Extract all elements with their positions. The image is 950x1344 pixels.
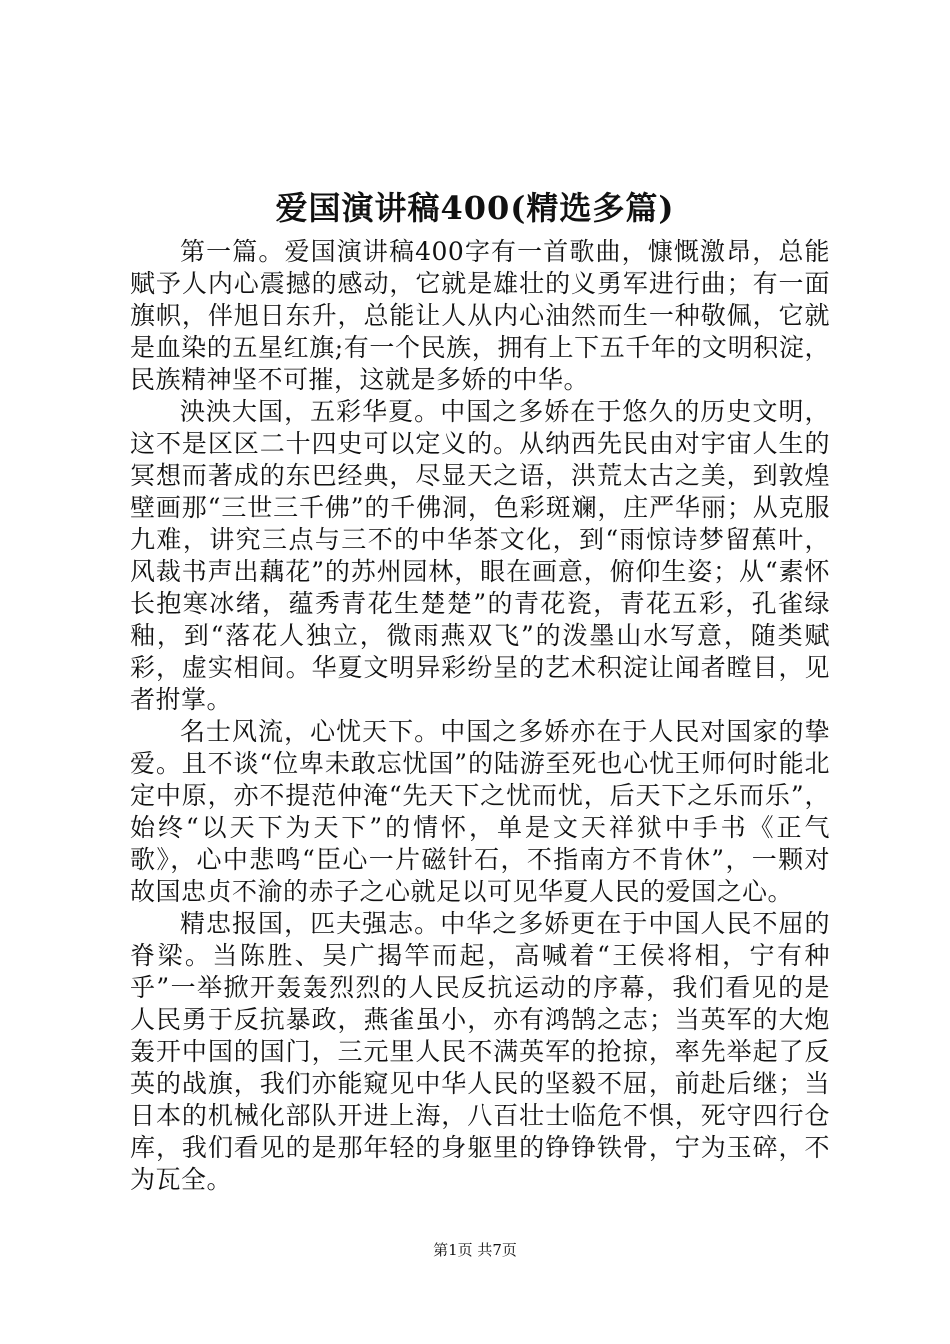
- page-number-footer: 第1页 共7页: [433, 1241, 517, 1259]
- document-title: 爱国演讲稿400(精选多篇): [275, 189, 675, 227]
- document-body: [130, 236, 830, 1196]
- paragraph-1: 第一篇。爱国演讲稿400字有一首歌曲，慷慨激昂，总能赋予人内心震撼的感动，它就是雄壮的义勇军进行曲；有一面旗帜，伴旭日东升，总能让人从内心油然而生一种敬佩，它就是血染的五星红旗;有一个民族，拥有上下五千年的文明积淀，民族精神坚不可摧，这就是多娇的中华。: [130, 237, 830, 394]
- paragraph-2: 泱泱大国，五彩华夏。中国之多娇在于悠久的历史文明，这不是区区二十四史可以定义的。从纳西先民由对宇宙人生的冥想而著成的东巴经典，尽显天之语，洪荒太古之美，到敦煌壁画那“三世三千佛”的千佛洞，色彩斑斓，庄严华丽；从克服九难，讲究三点与三不的中华茶文化，到“雨惊诗梦留蕉叶，风裁书声出藕花”的苏州园林，眼在画意，俯仰生姿；从“素怀长抱寒冰绪，蕴秀青花生楚楚”的青花瓷，青花五彩，孔雀绿釉，到“落花人独立，微雨燕双飞”的泼墨山水写意，随类赋彩，虚实相间。华夏文明异彩纷呈的艺术积淀让闻者瞠目，见者拊掌。: [130, 397, 830, 714]
- paragraph-3: 名士风流，心忧天下。中国之多娇亦在于人民对国家的挚爱。且不谈“位卑未敢忘忧国”的陆游至死也心忧王师何时能北定中原，亦不提范仲淹“先天下之忧而忧，后天下之乐而乐”，始终“以天下为天下”的情怀，单是文天祥狱中手书《正气歌》，心中悲鸣“臣心一片磁针石，不指南方不肯休”，一颗对故国忠贞不渝的赤子之心就足以可见华夏人民的爱国之心。: [130, 717, 830, 906]
- paragraph-4: 精忠报国，匹夫强志。中华之多娇更在于中国人民不屈的脊梁。当陈胜、吴广揭竿而起，高喊着“王侯将相，宁有种乎”一举掀开轰轰烈烈的人民反抗运动的序幕，我们看见的是人民勇于反抗暴政，燕雀虽小，亦有鸿鹄之志；当英军的大炮轰开中国的国门，三元里人民不满英军的抢掠，率先举起了反英的战旗，我们亦能窥见中华人民的坚毅不屈，前赴后继；当日本的机械化部队开进上海，八百壮士临危不惧，死守四行仓库，我们看见的是那年轻的身躯里的铮铮铁骨，宁为玉碎，不为瓦全。: [130, 909, 830, 1194]
